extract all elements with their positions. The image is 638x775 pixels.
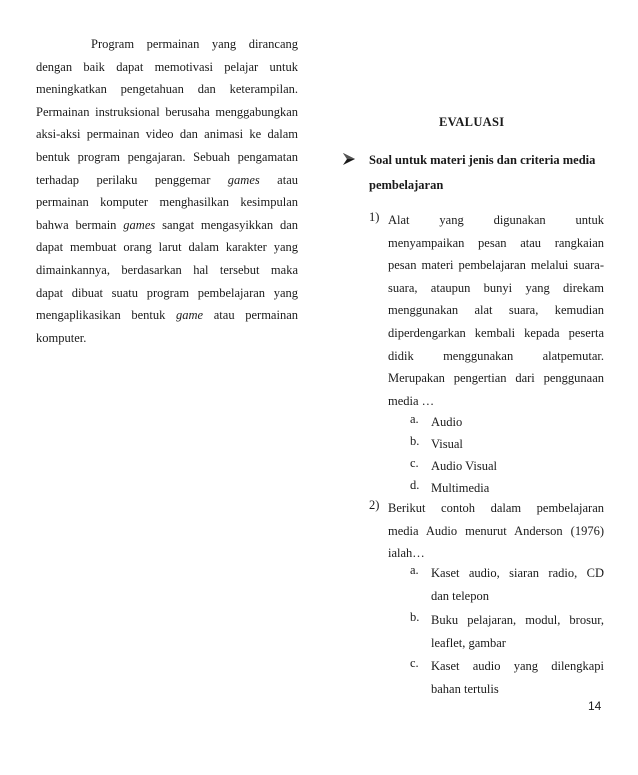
bullet-heading-text <box>369 150 604 200</box>
paragraph-line: dapat membuat orang larut dalam karakter yang <box>36 240 298 255</box>
option-line: bahan tertulis <box>431 681 499 696</box>
paragraph-line: dimainkannya, berdasarkan hal tersebut maka <box>36 262 298 277</box>
right-column <box>342 0 604 775</box>
option-line: Kaset audio yang dilengkapi <box>431 659 604 673</box>
question-line: ialah… <box>388 546 425 561</box>
paragraph-line: Permainan instruksional berusaha menggabungkan <box>36 104 298 119</box>
question-text <box>388 210 604 413</box>
italic-term: games <box>123 217 156 232</box>
paragraph-line: bahwa bermain games sangat mengasyikkan dan <box>36 217 299 232</box>
option-letter: b. <box>410 434 420 448</box>
option-line: Multimedia <box>431 481 490 495</box>
paragraph-line: meningkatkan pengetahuan dan keterampilan. <box>36 82 298 97</box>
question-line: Merupakan pengertian dari penggunaan <box>388 371 604 386</box>
option-text <box>431 610 604 655</box>
option-letter: b. <box>410 610 420 624</box>
paragraph-line: dengan baik dapat memotivasi pelajar untuk <box>36 59 298 74</box>
question-line: Berikut contoh dalam pembelajaran <box>388 501 604 515</box>
page-number: 14 <box>588 699 602 713</box>
option-letter: a. <box>410 412 419 426</box>
paragraph-line: mengaplikasikan bentuk game atau permainan <box>36 308 298 323</box>
question-line: media Audio menurut Anderson (1976) <box>388 523 604 538</box>
question-line: media … <box>388 393 435 408</box>
option-letter: a. <box>410 563 419 577</box>
question-line: pesan materi pembelajaran melalui suara- <box>388 258 604 273</box>
italic-term: games <box>227 172 260 187</box>
option-line: leaflet, gambar <box>431 635 506 650</box>
option-text <box>431 456 604 479</box>
italic-term: game <box>176 308 204 323</box>
bullet-heading-line: Soal untuk materi jenis dan criteria media <box>369 153 596 167</box>
option-line: dan telepon <box>431 588 489 603</box>
paragraph-line: terhadap perilaku penggemar games atau <box>36 172 298 187</box>
paragraph-line: permainan komputer menghasilkan kesimpulan <box>36 195 298 210</box>
paragraph-line: Program permainan yang dirancang <box>91 37 298 51</box>
question-number: 2) <box>369 498 380 512</box>
option-letter: d. <box>410 478 420 492</box>
question-line: Alat yang digunakan untuk <box>388 213 604 227</box>
option-letter: c. <box>410 456 419 470</box>
option-text <box>431 434 604 457</box>
paragraph-line: aksi-aksi permainan video dan animasi ke dalam <box>36 127 298 142</box>
question-line: suara, ataupun bunyi yang direkam <box>388 280 604 295</box>
paragraph-line: komputer. <box>36 330 87 345</box>
left-column-paragraph <box>36 33 298 349</box>
option-line: Kaset audio, siaran radio, CD <box>431 566 604 580</box>
evaluation-heading: EVALUASI <box>439 115 505 129</box>
arrow-bullet-icon <box>342 152 356 166</box>
bullet-heading-line: pembelajaran <box>369 178 444 192</box>
question-line: menggunakan alat suara, kemudian <box>388 303 604 318</box>
option-line: Visual <box>431 437 463 451</box>
question-text <box>388 498 604 566</box>
option-text <box>431 412 604 435</box>
option-letter: c. <box>410 656 419 670</box>
question-line: didik menggunakan alatpemutar. <box>388 348 604 363</box>
question-line: diperdengarkan kembali kepada peserta <box>388 325 604 340</box>
option-text <box>431 656 604 701</box>
paragraph-line: bentuk program pengajaran. Sebuah pengamatan <box>36 149 298 164</box>
option-line: Audio <box>431 415 463 429</box>
question-line: menyampaikan pesan atau rangkaian <box>388 235 604 250</box>
paragraph-line: dapat dibuat suatu program pembelajaran yang <box>36 285 298 300</box>
option-text <box>431 563 604 608</box>
option-line: Audio Visual <box>431 459 498 473</box>
option-line: Buku pelajaran, modul, brosur, <box>431 613 604 627</box>
question-number: 1) <box>369 210 380 224</box>
